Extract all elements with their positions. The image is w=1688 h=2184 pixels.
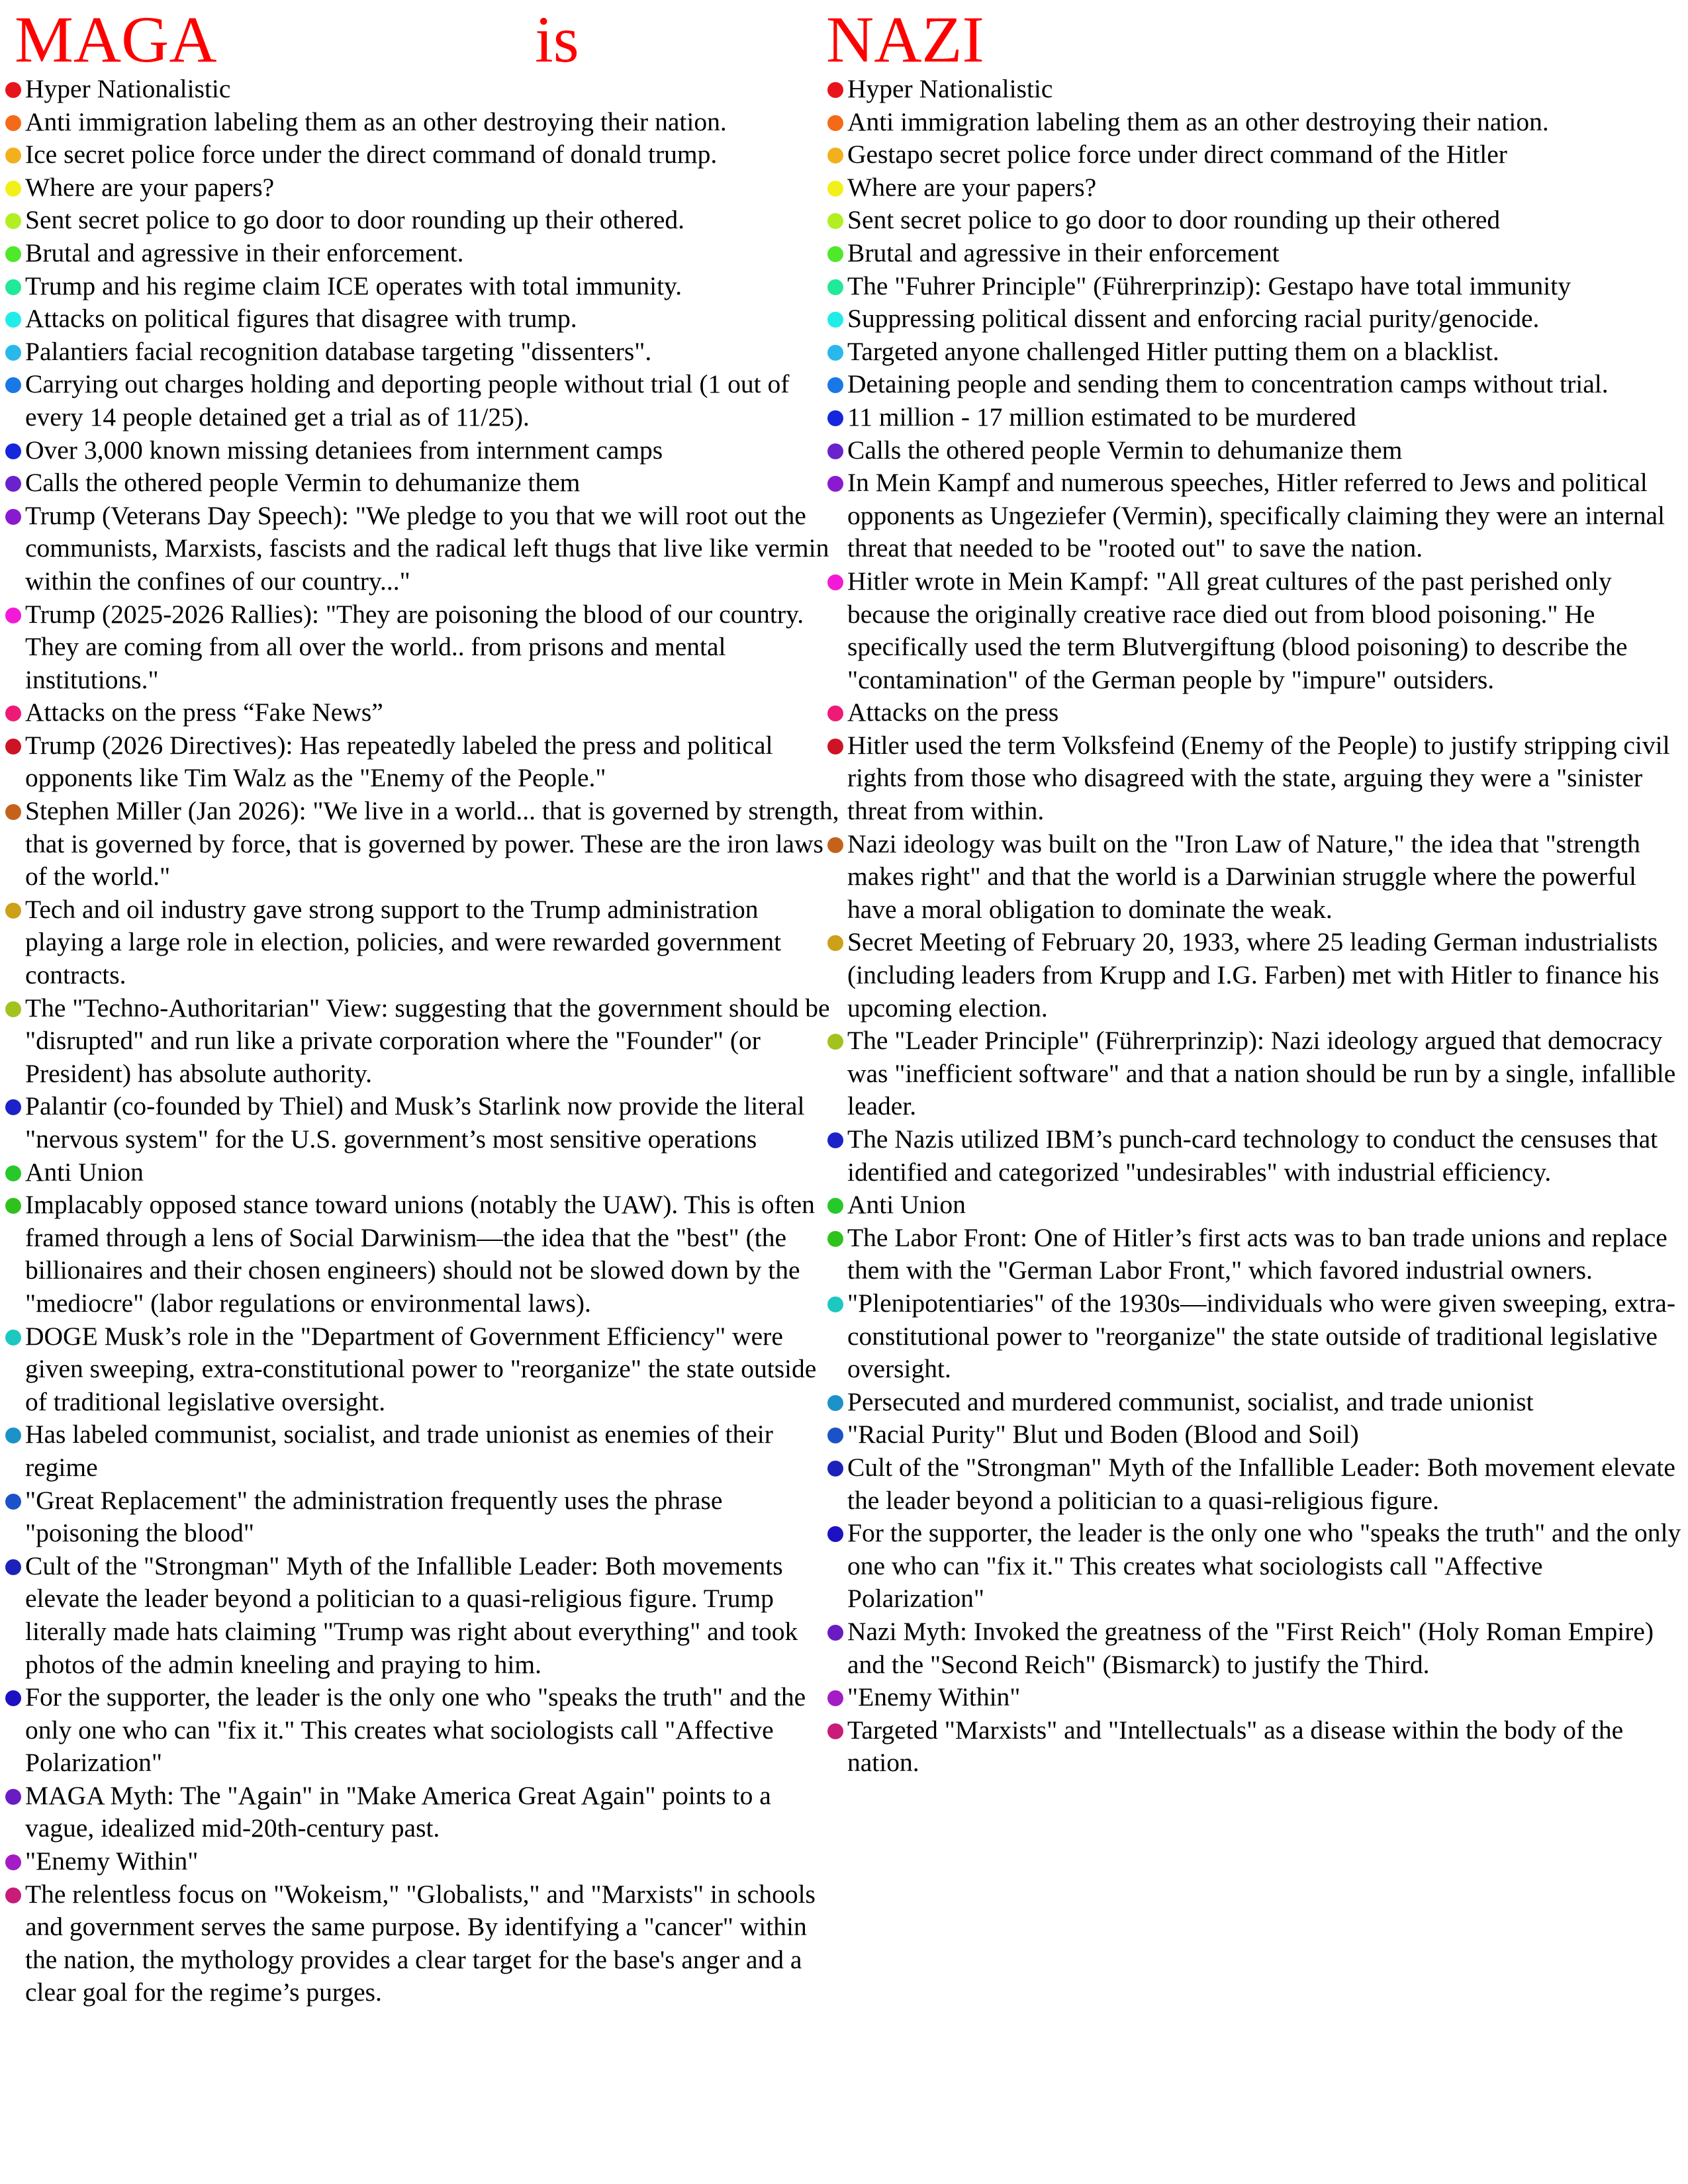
maga-item-text: Palantiers facial recognition database targeting "dissenters".: [25, 336, 652, 366]
title-maga: MAGA: [15, 3, 217, 76]
nazi-item-text: Detaining people and sending them to concentration camps without trial.: [847, 369, 1609, 399]
maga-item-text: Trump (2025-2026 Rallies): "They are poisoning the blood of our country. They are coming from all over the world.. from prisons and mental institutions.": [25, 599, 804, 694]
bullet-dot-icon: [827, 1297, 843, 1312]
bullet-dot-icon: [827, 1428, 843, 1443]
bullet-dot-icon: [5, 115, 21, 131]
maga-list-item: [4, 1189, 841, 1320]
nazi-item-text: Calls the othered people Vermin to dehumanize them: [847, 435, 1403, 465]
bullet-dot-icon: [5, 1165, 21, 1181]
nazi-list-item: [826, 401, 1684, 434]
maga-list-item: [4, 795, 841, 893]
bullet-dot-icon: [5, 1330, 21, 1345]
maga-list-item: [4, 893, 841, 992]
maga-item-text: Trump and his regime claim ICE operates with total immunity.: [25, 271, 682, 300]
maga-list-item: [4, 336, 841, 369]
bullet-dot-icon: [5, 1888, 21, 1903]
nazi-item-text: Attacks on the press: [847, 698, 1059, 727]
bullet-dot-icon: [5, 1099, 21, 1115]
bullet-dot-icon: [5, 213, 21, 229]
nazi-list-item: [826, 1517, 1684, 1615]
bullet-dot-icon: [827, 1395, 843, 1411]
title-nazi: NAZI: [826, 3, 984, 76]
bullet-dot-icon: [5, 148, 21, 163]
maga-item-text: Carrying out charges holding and deporting people without trial (1 out of every 14 people detained get a trial as of 11/25).: [25, 369, 790, 432]
nazi-item-text: Nazi ideology was built on the "Iron Law of Nature," the idea that "strength makes right" and that the world is a Darwinian struggle where the powerful have a moral obligation to dominate the weak.: [847, 829, 1640, 924]
bullet-dot-icon: [827, 1625, 843, 1641]
nazi-list-item: [826, 1714, 1684, 1780]
nazi-item-text: The "Leader Principle" (Führerprinzip): Nazi ideology argued that democracy was "inefficient software" and that a nation should be run by a single, infallible leader.: [847, 1026, 1676, 1121]
maga-item-text: Sent secret police to go door to door rounding up their othered.: [25, 205, 685, 235]
nazi-item-text: Cult of the "Strongman" Myth of the Infallible Leader: Both movement elevate the leader beyond a politician to a quasi-religious figure.: [847, 1452, 1675, 1515]
bullet-dot-icon: [827, 574, 843, 590]
bullet-dot-icon: [5, 1854, 21, 1870]
nazi-list-item: [826, 138, 1684, 171]
nazi-list-item: [826, 302, 1684, 336]
nazi-item-text: "Plenipotentiaries" of the 1930s—individuals who were given sweeping, extra-constitutional power to "reorganize" the state outside of traditional legislative oversight.: [847, 1288, 1675, 1384]
nazi-list-item: [826, 368, 1684, 401]
bullet-dot-icon: [5, 1428, 21, 1443]
bullet-dot-icon: [5, 181, 21, 197]
maga-list-item: [4, 237, 841, 270]
bullet-dot-icon: [827, 1723, 843, 1739]
nazi-list-item: [826, 467, 1684, 565]
maga-item-text: Attacks on the press “Fake News”: [25, 698, 383, 727]
nazi-item-text: For the supporter, the leader is the only one who "speaks the truth" and the only one who can "fix it." This creates what sociologists call "Affective Polarization": [847, 1518, 1681, 1614]
bullet-dot-icon: [827, 739, 843, 754]
maga-list-item: [4, 1681, 841, 1780]
nazi-item-text: Hitler wrote in Mein Kampf: "All great cultures of the past perished only because the originally creative race died out from blood poisoning." He specifically used the term Blutvergiftung (blood poisoning) to describe the "contamination" of the German people by "impure" outsiders.: [847, 566, 1628, 694]
nazi-item-text: Targeted anyone challenged Hitler putting them on a blacklist.: [847, 336, 1499, 366]
maga-list-item: [4, 1090, 841, 1156]
headline: [0, 0, 1688, 78]
nazi-list-item: [826, 1615, 1684, 1681]
nazi-list-item: [826, 565, 1684, 696]
nazi-column: [826, 73, 1684, 1780]
maga-list-item: [4, 500, 841, 598]
bullet-dot-icon: [827, 705, 843, 721]
bullet-dot-icon: [5, 1690, 21, 1706]
bullet-dot-icon: [827, 1132, 843, 1148]
bullet-dot-icon: [827, 312, 843, 328]
maga-item-text: Has labeled communist, socialist, and trade unionist as enemies of their regime: [25, 1420, 773, 1482]
nazi-list-item: [826, 1024, 1684, 1123]
maga-item-text: Cult of the "Strongman" Myth of the Infallible Leader: Both movements elevate the leader beyond a politician to a quasi-religious figure. Trump literally made hats claiming "Trump was right about everything" and took photos of the admin kneeling and praying to him.: [25, 1551, 798, 1679]
nazi-item-text: "Enemy Within": [847, 1682, 1021, 1712]
maga-list-item: [4, 73, 841, 106]
bullet-dot-icon: [5, 509, 21, 525]
maga-list-item: [4, 171, 841, 205]
bullet-dot-icon: [827, 1526, 843, 1542]
nazi-item-text: "Racial Purity" Blut und Boden (Blood and Soil): [847, 1420, 1359, 1449]
nazi-item-text: Targeted "Marxists" and "Intellectuals" as a disease within the body of the nation.: [847, 1715, 1624, 1778]
bullet-dot-icon: [827, 410, 843, 426]
maga-list-item: [4, 1484, 841, 1550]
bullet-dot-icon: [827, 82, 843, 98]
bullet-dot-icon: [827, 377, 843, 393]
nazi-item-text: In Mein Kampf and numerous speeches, Hitler referred to Jews and political opponents as Ungeziefer (Vermin), specifically claiming they were an internal threat that needed to be "rooted out" to save the nation.: [847, 468, 1665, 563]
nazi-list-item: [826, 73, 1684, 106]
bullet-dot-icon: [5, 377, 21, 393]
maga-item-text: Stephen Miller (Jan 2026): "We live in a world... that is governed by strength, that is governed by force, that is governed by power. These are the iron laws of the world.": [25, 796, 839, 891]
nazi-list-item: [826, 237, 1684, 270]
bullet-dot-icon: [5, 1559, 21, 1575]
bullet-dot-icon: [5, 903, 21, 919]
maga-list-item: [4, 1418, 841, 1484]
nazi-item-text: Suppressing political dissent and enforcing racial purity/genocide.: [847, 304, 1540, 334]
maga-item-text: Attacks on political figures that disagree with trump.: [25, 304, 577, 334]
maga-list-item: [4, 1878, 841, 2009]
maga-item-text: "Great Replacement" the administration frequently uses the phrase "poisoning the blood": [25, 1485, 723, 1548]
maga-list-item: [4, 1550, 841, 1681]
nazi-list-item: [826, 1681, 1684, 1714]
bullet-dot-icon: [827, 935, 843, 951]
bullet-dot-icon: [5, 312, 21, 328]
bullet-dot-icon: [5, 246, 21, 262]
maga-list-item: [4, 368, 841, 433]
bullet-dot-icon: [5, 804, 21, 820]
nazi-list-item: [826, 1386, 1684, 1419]
bullet-dot-icon: [5, 608, 21, 623]
bullet-dot-icon: [5, 1198, 21, 1214]
bullet-dot-icon: [5, 705, 21, 721]
bullet-dot-icon: [827, 1690, 843, 1706]
maga-item-text: Anti immigration labeling them as an other destroying their nation.: [25, 107, 727, 136]
nazi-list-item: [826, 204, 1684, 237]
bullet-dot-icon: [827, 837, 843, 853]
maga-list-item: [4, 1156, 841, 1189]
maga-list-item: [4, 729, 841, 795]
maga-list-item: [4, 434, 841, 467]
bullet-dot-icon: [827, 213, 843, 229]
maga-list-item: [4, 598, 841, 697]
nazi-item-text: 11 million - 17 million estimated to be murdered: [847, 402, 1356, 432]
nazi-item-text: Where are your papers?: [847, 172, 1097, 202]
nazi-list-item: [826, 696, 1684, 729]
maga-item-text: Implacably opposed stance toward unions (notably the UAW). This is often framed through a lens of Social Darwinism—the idea that the "best" (the billionaires and their chosen engineers) should not be slowed down by the "mediocre" (labor regulations or environmental laws).: [25, 1190, 815, 1318]
maga-item-text: MAGA Myth: The "Again" in "Make America Great Again" points to a vague, idealized mid-20th-century past.: [25, 1780, 771, 1843]
maga-list-item: [4, 696, 841, 729]
bullet-dot-icon: [827, 279, 843, 295]
maga-item-text: The "Techno-Authoritarian" View: suggesting that the government should be "disrupted" and run like a private corporation where the "Founder" (or President) has absolute authority.: [25, 993, 830, 1088]
nazi-item-text: The Labor Front: One of Hitler’s first acts was to ban trade unions and replace them with the "German Labor Front," which favored industrial owners.: [847, 1222, 1667, 1285]
maga-list-item: [4, 106, 841, 139]
nazi-list-item: [826, 1451, 1684, 1517]
nazi-list-item: [826, 1123, 1684, 1189]
bullet-dot-icon: [827, 1461, 843, 1477]
nazi-list-item: [826, 270, 1684, 303]
maga-item-text: DOGE Musk’s role in the "Department of Government Efficiency" were given sweeping, extra-constitutional power to "reorganize" the state outside of traditional legislative oversight.: [25, 1321, 817, 1416]
bullet-dot-icon: [5, 443, 21, 459]
maga-list-item: [4, 270, 841, 303]
maga-item-text: Palantir (co-founded by Thiel) and Musk’s Starlink now provide the literal "nervous system" for the U.S. government’s most sensitive operations: [25, 1091, 805, 1154]
nazi-list-item: [826, 729, 1684, 828]
nazi-list-item: [826, 106, 1684, 139]
nazi-item-text: The "Fuhrer Principle" (Führerprinzip): Gestapo have total immunity: [847, 271, 1571, 300]
bullet-dot-icon: [827, 1231, 843, 1247]
bullet-dot-icon: [827, 148, 843, 163]
maga-item-text: "Enemy Within": [25, 1846, 199, 1876]
bullet-dot-icon: [5, 345, 21, 361]
maga-list-item: [4, 992, 841, 1091]
bullet-dot-icon: [5, 739, 21, 754]
bullet-dot-icon: [5, 476, 21, 492]
nazi-list-item: [826, 171, 1684, 205]
nazi-list-item: [826, 1222, 1684, 1287]
bullet-dot-icon: [827, 1034, 843, 1050]
nazi-item-text: Anti Union: [847, 1190, 966, 1220]
maga-item-text: Trump (2026 Directives): Has repeatedly labeled the press and political opponents like Tim Walz as the "Enemy of the People.": [25, 730, 773, 793]
nazi-item-text: The Nazis utilized IBM’s punch-card technology to conduct the censuses that identified and categorized "undesirables" with industrial efficiency.: [847, 1124, 1658, 1187]
maga-column: [4, 73, 841, 2009]
maga-list-item: [4, 138, 841, 171]
maga-item-text: Ice secret police force under the direct command of donald trump.: [25, 140, 718, 169]
maga-item-text: Hyper Nationalistic: [25, 74, 231, 103]
bullet-dot-icon: [827, 1198, 843, 1214]
nazi-list-item: [826, 1287, 1684, 1386]
maga-list-item: [4, 1780, 841, 1845]
maga-item-text: Calls the othered people Vermin to dehumanize them: [25, 468, 581, 498]
maga-list-item: [4, 1320, 841, 1419]
maga-list-item: [4, 204, 841, 237]
maga-item-text: The relentless focus on "Wokeism," "Globalists," and "Marxists" in schools and government serves the same purpose. By identifying a "cancer" within the nation, the mythology provides a clear target for the base's anger and a clear goal for the regime’s purges.: [25, 1879, 816, 2007]
nazi-item-text: Persecuted and murdered communist, socialist, and trade unionist: [847, 1387, 1534, 1416]
nazi-item-text: Sent secret police to go door to door rounding up their othered: [847, 205, 1501, 235]
maga-list-item: [4, 302, 841, 336]
bullet-dot-icon: [827, 476, 843, 492]
bullet-dot-icon: [5, 82, 21, 98]
nazi-item-text: Hyper Nationalistic: [847, 74, 1053, 103]
maga-list-item: [4, 467, 841, 500]
bullet-dot-icon: [5, 279, 21, 295]
nazi-list-item: [826, 926, 1684, 1024]
maga-item-text: Tech and oil industry gave strong support to the Trump administration playing a large role in election, policies, and were rewarded government contracts.: [25, 894, 782, 990]
maga-item-text: Over 3,000 known missing detaniees from internment camps: [25, 435, 663, 465]
nazi-list-item: [826, 1418, 1684, 1451]
maga-list-item: [4, 1845, 841, 1878]
bullet-dot-icon: [827, 345, 843, 361]
nazi-item-text: Nazi Myth: Invoked the greatness of the "First Reich" (Holy Roman Empire) and the "Second Reich" (Bismarck) to justify the Third.: [847, 1616, 1654, 1679]
bullet-dot-icon: [827, 181, 843, 197]
maga-item-text: Brutal and agressive in their enforcement.: [25, 238, 464, 267]
nazi-list-item: [826, 434, 1684, 467]
nazi-item-text: Hitler used the term Volksfeind (Enemy of the People) to justify stripping civil rights from those who disagreed with the state, arguing they were a "sinister threat from within.: [847, 730, 1670, 826]
bullet-dot-icon: [827, 443, 843, 459]
nazi-list-item: [826, 828, 1684, 927]
title-is: is: [535, 3, 579, 76]
nazi-list-item: [826, 336, 1684, 369]
bullet-dot-icon: [5, 1001, 21, 1017]
nazi-item-text: Gestapo secret police force under direct command of the Hitler: [847, 140, 1507, 169]
maga-item-text: Trump (Veterans Day Speech): "We pledge to you that we will root out the communists, Marxists, fascists and the radical left thugs that live like vermin within the confines of our country...": [25, 500, 829, 596]
bullet-dot-icon: [827, 115, 843, 131]
bullet-dot-icon: [827, 246, 843, 262]
nazi-item-text: Brutal and agressive in their enforcement: [847, 238, 1280, 267]
bullet-dot-icon: [5, 1494, 21, 1510]
maga-item-text: Where are your papers?: [25, 172, 275, 202]
nazi-item-text: Secret Meeting of February 20, 1933, where 25 leading German industrialists (including leaders from Krupp and I.G. Farben) met with Hitler to finance his upcoming election.: [847, 927, 1660, 1023]
nazi-list-item: [826, 1189, 1684, 1222]
maga-item-text: Anti Union: [25, 1157, 144, 1187]
maga-item-text: For the supporter, the leader is the only one who "speaks the truth" and the only one who can "fix it." This creates what sociologists call "Affective Polarization": [25, 1682, 806, 1778]
nazi-item-text: Anti immigration labeling them as an other destroying their nation.: [847, 107, 1549, 136]
bullet-dot-icon: [5, 1789, 21, 1805]
